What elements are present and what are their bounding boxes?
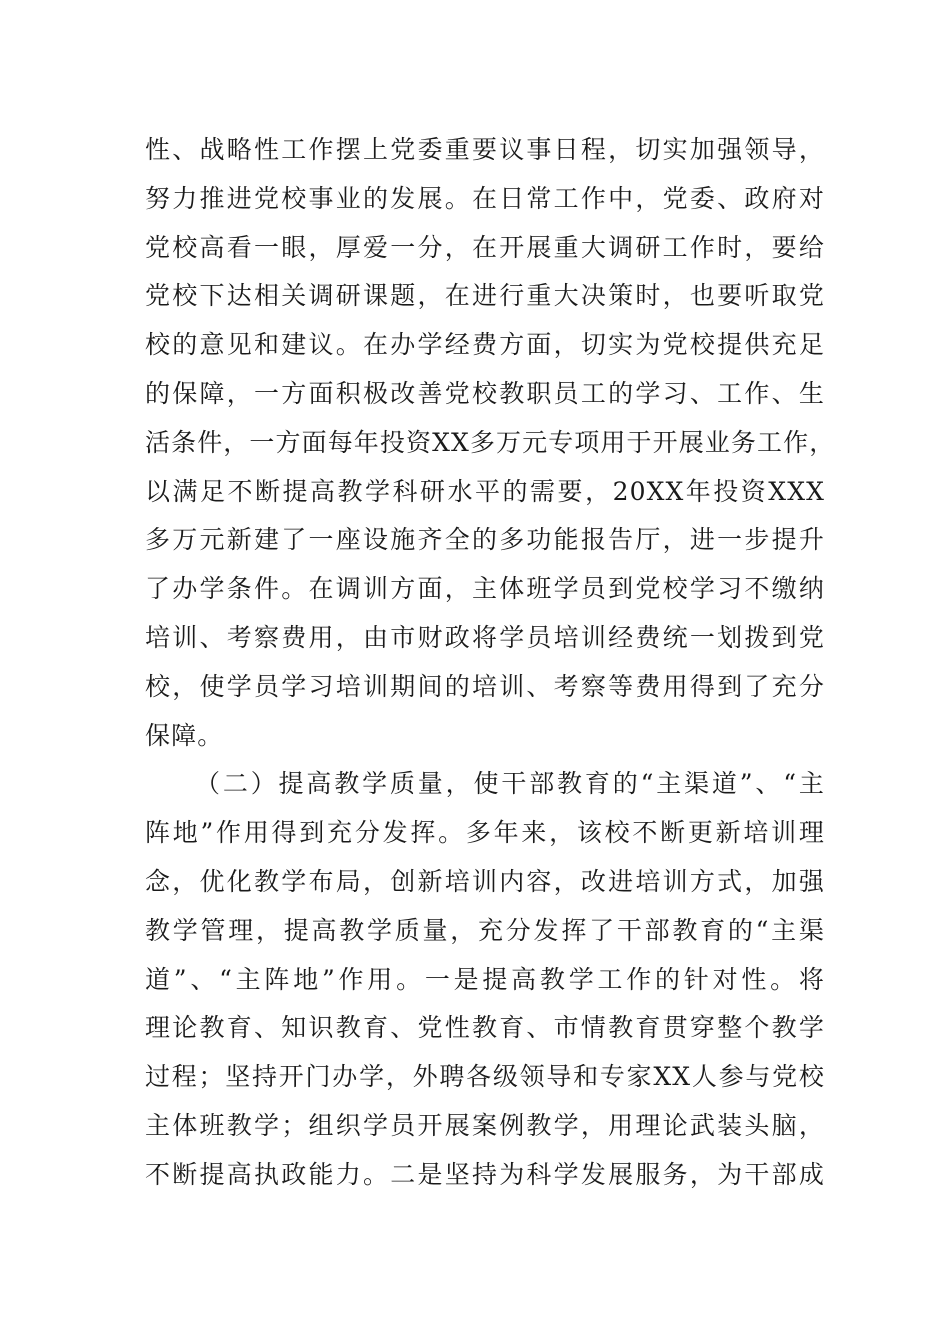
text-line: 党校下达相关调研课题，在进行重大决策时，也要听取党 [145, 281, 825, 311]
section-heading-line: （二）提高教学质量，使干部教育的“主渠道”、“主 [195, 769, 825, 799]
text-line: 校，使学员学习培训期间的培训、考察等费用得到了充分 [145, 671, 825, 701]
text-line: 校的意见和建议。在办学经费方面，切实为党校提供充足 [145, 330, 825, 360]
text-line: 念，优化教学布局，创新培训内容，改进培训方式，加强 [145, 866, 825, 896]
text-line: 道”、“主阵地”作用。一是提高教学工作的针对性。将 [145, 964, 825, 994]
text-line: 性、战略性工作摆上党委重要议事日程，切实加强领导， [145, 135, 825, 164]
body-text [145, 126, 836, 1200]
text-line: 以满足不断提高教学科研水平的需要，20XX年投资XXX [145, 476, 825, 506]
paragraph-end-line: 保障。 [145, 720, 224, 750]
text-line: 多万元新建了一座设施齐全的多功能报告厅，进一步提升 [145, 525, 825, 555]
text-line: 培训、考察费用，由市财政将学员培训经费统一划拨到党 [145, 622, 825, 652]
text-line: 党校高看一眼，厚爱一分，在开展重大调研工作时，要给 [145, 232, 825, 262]
text-line: 理论教育、知识教育、党性教育、市情教育贯穿整个教学 [145, 1013, 825, 1043]
text-line: 教学管理，提高教学质量，充分发挥了干部教育的“主渠 [145, 915, 825, 945]
text-line: 主体班教学；组织学员开展案例教学，用理论武装头脑， [145, 1110, 825, 1140]
text-line: 努力推进党校事业的发展。在日常工作中，党委、政府对 [145, 183, 825, 213]
text-line: 了办学条件。在调训方面，主体班学员到党校学习不缴纳 [145, 574, 825, 604]
text-line: 过程；坚持开门办学，外聘各级领导和专家XX人参与党校 [145, 1062, 825, 1092]
text-line: 的保障，一方面积极改善党校教职员工的学习、工作、生 [145, 378, 825, 408]
text-line: 阵地”作用得到充分发挥。多年来，该校不断更新培训理 [145, 818, 825, 848]
text-line: 活条件，一方面每年投资XX多万元专项用于开展业务工作， [145, 427, 836, 457]
text-line: 不断提高执政能力。二是坚持为科学发展服务，为干部成 [145, 1159, 825, 1189]
